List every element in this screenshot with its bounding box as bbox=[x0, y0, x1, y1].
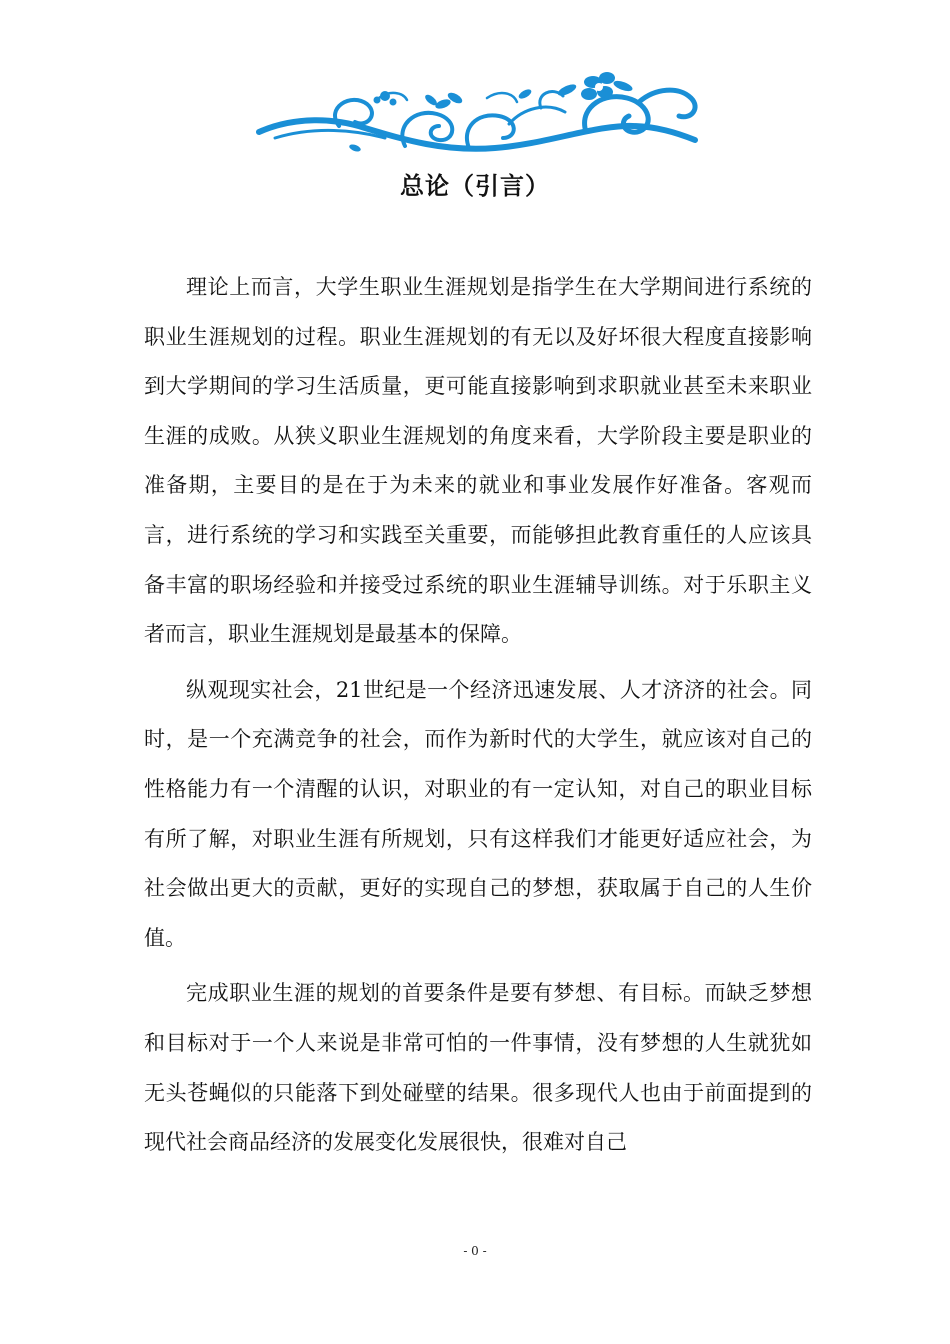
body-text bbox=[144, 263, 812, 1174]
page-number: - 0 - bbox=[463, 1244, 487, 1258]
paragraph-1: 理论上而言，大学生职业生涯规划是指学生在大学期间进行系统的职业生涯规划的过程。职业生涯规划的有无以及好坏很大程度直接影响到大学期间的学习生活质量，更可能直接影响到求职就业甚至未来职业生涯的成败。从狭义职业生涯规划的角度来看，大学阶段主要是职业的准备期，主要目的是在于为未来的就业和事业发展作好准备。客观而言，进行系统的学习和实践至关重要，而能够担此教育重任的人应该具备丰富的职场经验和并接受过系统的职业生涯辅导训练。对于乐职主义者而言，职业生涯规划是最基本的保障。 bbox=[144, 275, 812, 647]
floral-swirl-ornament-icon bbox=[255, 68, 700, 160]
page-title: 总论（引言） bbox=[400, 171, 550, 200]
paragraph-3: 完成职业生涯的规划的首要条件是要有梦想、有目标。而缺乏梦想和目标对于一个人来说是非常可怕的一件事情，没有梦想的人生就犹如无头苍蝇似的只能落下到处碰壁的结果。很多现代人也由于前面提到的现代社会商品经济的发展变化发展很快，很难对自己 bbox=[144, 981, 812, 1155]
paragraph-2: 纵观现实社会，21世纪是一个经济迅速发展、人才济济的社会。同时，是一个充满竞争的社会，而作为新时代的大学生，就应该对自己的性格能力有一个清醒的认识，对职业的有一定认知，对自己的职业目标有所了解，对职业生涯有所规划，只有这样我们才能更好适应社会，为社会做出更大的贡献，更好的实现自己的梦想，获取属于自己的人生价值。 bbox=[144, 677, 812, 950]
